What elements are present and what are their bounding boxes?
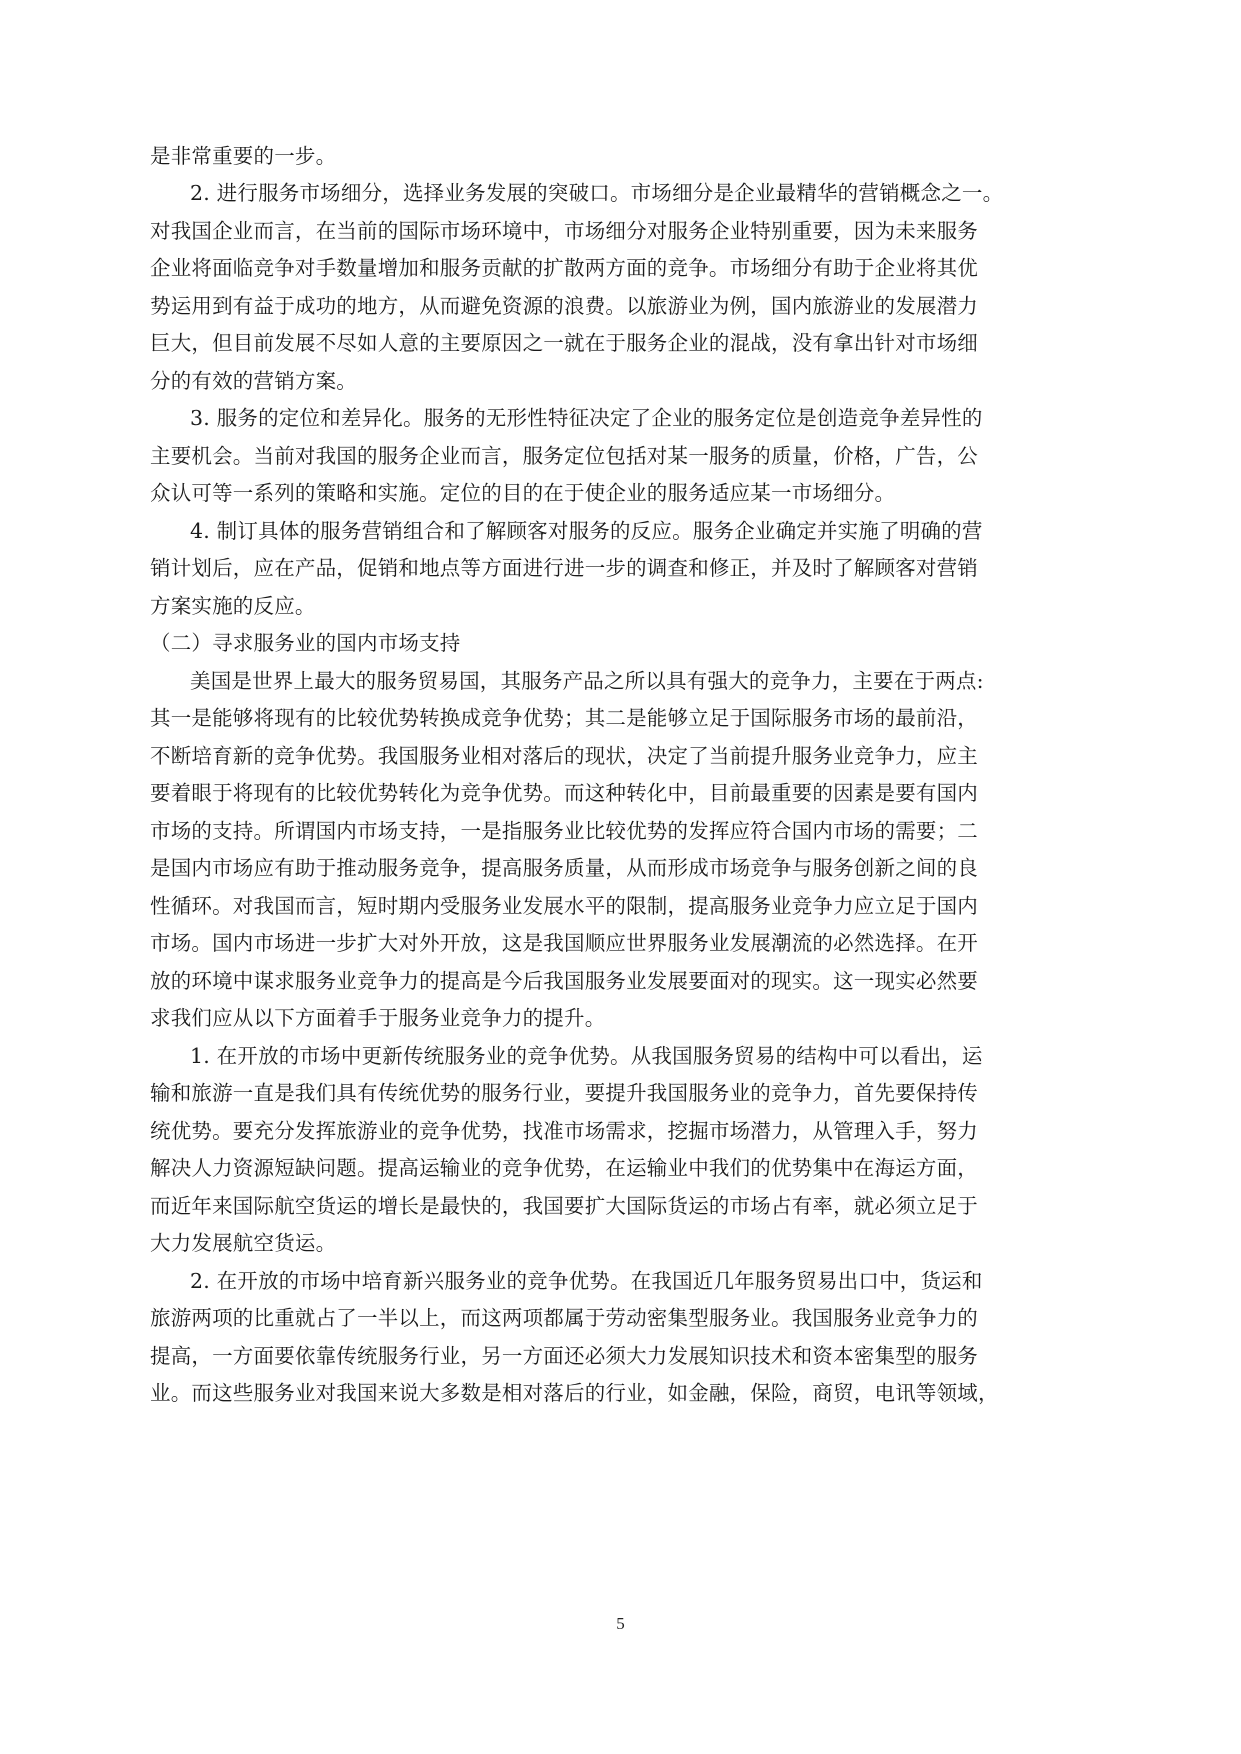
page-number: 5 [616, 1614, 625, 1633]
text-line: 企业将面临竞争对手数量增加和服务贡献的扩散两方面的竞争。市场细分有助于企业将其优 [150, 256, 978, 280]
text-line: 2. 进行服务市场细分，选择业务发展的突破口。市场细分是企业最精华的营销概念之一。 [190, 181, 1004, 205]
text-line: 方案实施的反应。 [150, 594, 316, 618]
text-line: 其一是能够将现有的比较优势转换成竞争优势；其二是能够立足于国际服务市场的最前沿， [150, 706, 978, 730]
text-line: 不断培育新的竞争优势。我国服务业相对落后的现状，决定了当前提升服务业竞争力，应主 [150, 744, 978, 768]
text-line: 输和旅游一直是我们具有传统优势的服务行业，要提升我国服务业的竞争力，首先要保持传 [150, 1081, 978, 1105]
text-line: 要着眼于将现有的比较优势转化为竞争优势。而这种转化中，目前最重要的因素是要有国内 [150, 781, 978, 805]
text-line: 业。而这些服务业对我国来说大多数是相对落后的行业，如金融，保险，商贸，电讯等领域， [150, 1381, 999, 1405]
text-line: 对我国企业而言，在当前的国际市场环境中，市场细分对服务企业特别重要，因为未来服务 [150, 219, 978, 243]
text-line: 主要机会。当前对我国的服务企业而言，服务定位包括对某一服务的质量，价格，广告，公 [150, 444, 978, 468]
text-line: 市场。国内市场进一步扩大对外开放，这是我国顺应世界服务业发展潮流的必然选择。在开 [150, 931, 978, 955]
text-line: 放的环境中谋求服务业竞争力的提高是今后我国服务业发展要面对的现实。这一现实必然要 [150, 969, 978, 993]
text-line: 解决人力资源短缺问题。提高运输业的竞争优势，在运输业中我们的优势集中在海运方面， [150, 1156, 978, 1180]
text-line: 统优势。要充分发挥旅游业的竞争优势，找准市场需求，挖掘市场潜力，从管理入手，努力 [150, 1119, 978, 1143]
text-line: 求我们应从以下方面着手于服务业竞争力的提升。 [150, 1006, 606, 1030]
section-heading: （二）寻求服务业的国内市场支持 [150, 631, 461, 655]
text-line: 是国内市场应有助于推动服务竞争，提高服务质量，从而形成市场竞争与服务创新之间的良 [150, 856, 978, 880]
text-line: 巨大，但目前发展不尽如人意的主要原因之一就在于服务企业的混战，没有拿出针对市场细 [150, 331, 978, 355]
text-line: 销计划后，应在产品，促销和地点等方面进行进一步的调查和修正，并及时了解顾客对营销 [150, 556, 978, 580]
text-line: 性循环。对我国而言，短时期内受服务业发展水平的限制，提高服务业竞争力应立足于国内 [150, 894, 978, 918]
text-line: 旅游两项的比重就占了一半以上，而这两项都属于劳动密集型服务业。我国服务业竞争力的 [150, 1306, 978, 1330]
text-line: 市场的支持。所谓国内市场支持，一是指服务业比较优势的发挥应符合国内市场的需要；二 [150, 819, 978, 843]
text-line: 2. 在开放的市场中培育新兴服务业的竞争优势。在我国近几年服务贸易出口中，货运和 [190, 1269, 983, 1293]
text-line: 1. 在开放的市场中更新传统服务业的竞争优势。从我国服务贸易的结构中可以看出，运 [190, 1044, 983, 1068]
text-line: 大力发展航空货运。 [150, 1231, 337, 1255]
text-line: 而近年来国际航空货运的增长是最快的，我国要扩大国际货运的市场占有率，就必须立足于 [150, 1194, 978, 1218]
text-line: 众认可等一系列的策略和实施。定位的目的在于使企业的服务适应某一市场细分。 [150, 481, 896, 505]
text-line: 是非常重要的一步。 [150, 144, 337, 168]
text-line: 势运用到有益于成功的地方，从而避免资源的浪费。以旅游业为例，国内旅游业的发展潜力 [150, 294, 978, 318]
text-line: 3. 服务的定位和差异化。服务的无形性特征决定了企业的服务定位是创造竞争差异性的 [190, 406, 983, 430]
text-line: 提高，一方面要依靠传统服务行业，另一方面还必须大力发展知识技术和资本密集型的服务 [150, 1344, 978, 1368]
text-line: 4. 制订具体的服务营销组合和了解顾客对服务的反应。服务企业确定并实施了明确的营 [190, 519, 983, 543]
text-line: 美国是世界上最大的服务贸易国，其服务产品之所以具有强大的竞争力，主要在于两点: [190, 669, 984, 693]
text-line: 分的有效的营销方案。 [150, 369, 357, 393]
